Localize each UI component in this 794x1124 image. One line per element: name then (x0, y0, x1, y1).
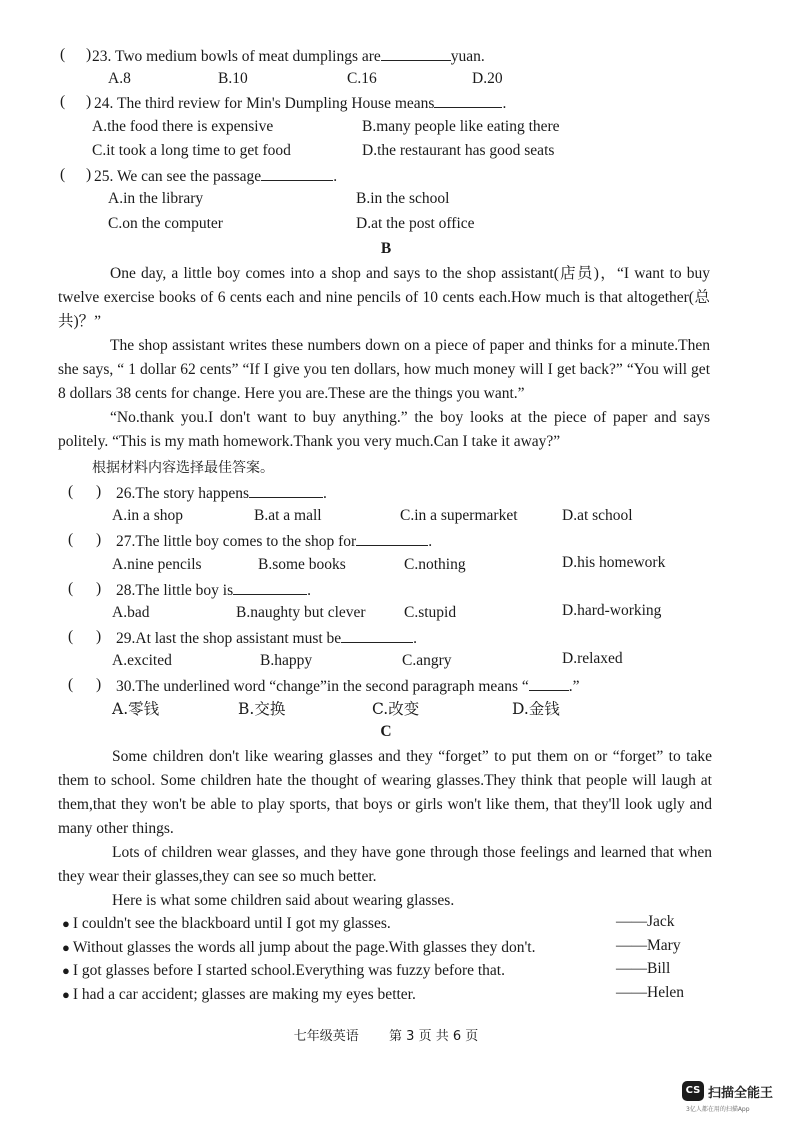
answer-paren-open: ( (68, 531, 74, 548)
option-d: D.the restaurant has good seats (362, 142, 555, 159)
answer-blank (249, 482, 323, 498)
option-c: C.it took a long time to get food (92, 142, 291, 159)
answer-paren-close: ) (86, 93, 92, 110)
option-a: A.零钱 (112, 700, 160, 718)
answer-blank (261, 165, 333, 181)
answer-paren-close: ) (86, 46, 92, 63)
bullet-icon: ● (62, 940, 70, 955)
answer-paren-open: ( (60, 166, 66, 183)
passage-paragraph: “No.thank you.I don't want to buy anything.” the boy looks at the piece of paper and says politely. “This is my math homework.Thank you very much.Can I take it away?” (58, 409, 710, 450)
page-footer (0, 1025, 772, 1044)
list-item: ● Without glasses the words all jump about the page.With glasses they don't. (62, 939, 536, 956)
option-a: A.the food there is expensive (92, 118, 274, 135)
list-item: ● I had a car accident; glasses are making my eyes better. (62, 986, 416, 1003)
bullet-icon: ● (62, 987, 70, 1002)
bullet-icon: ● (62, 963, 70, 978)
instruction-text: 根据材料内容选择最佳答案。 (92, 460, 274, 476)
passage-b (58, 262, 710, 454)
passage-paragraph: Here is what some children said about wearing glasses. (112, 892, 455, 909)
answer-blank (434, 92, 502, 108)
option-b: B.some books (258, 556, 346, 573)
option-c: C.in a supermarket (400, 507, 518, 524)
option-a: A.excited (112, 652, 172, 669)
answer-paren-close: ) (96, 483, 102, 500)
option-d: D.his homework (562, 554, 666, 571)
option-c: C.stupid (404, 604, 457, 621)
option-c: C.on the computer (108, 215, 223, 232)
question-stem: 27.The little boy comes to the shop for . (116, 530, 432, 552)
quote-speaker: ——Jack (616, 913, 675, 930)
scanner-tagline: 3亿人都在用的扫描App (686, 1106, 750, 1113)
answer-blank (341, 627, 413, 643)
answer-paren-close: ) (86, 166, 92, 183)
option-b: B.10 (218, 70, 248, 87)
answer-paren-open: ( (68, 483, 74, 500)
question-stem: 26.The story happens . (116, 482, 327, 504)
option-a: A.bad (112, 604, 150, 621)
answer-paren-open: ( (60, 93, 66, 110)
passage-paragraph: The shop assistant writes these numbers down on a piece of paper and thinks for a minute.Then she says, “ 1 dollar 62 cents” “If I give you ten dollars, how much money will I get back?” “You will get 8 dollars 38 cents for change. Here you are.These are the things you want.” (58, 337, 710, 402)
answer-paren-close: ) (96, 628, 102, 645)
option-c: C.16 (347, 70, 377, 87)
option-c: C.nothing (404, 556, 466, 573)
quote-speaker: ——Bill (616, 960, 671, 977)
answer-paren-open: ( (68, 676, 74, 693)
question-stem: 28.The little boy is . (116, 579, 311, 601)
answer-paren-open: ( (68, 580, 74, 597)
passage-paragraph: One day, a little boy comes into a shop and says to the shop assistant(店员)，“I want to buy twelve exercise books of 6 cents each and nine pencils of 10 cents each.How much is that altogether(总共)？” (58, 265, 710, 330)
question-stem: 30.The underlined word “change”in the second paragraph means “ .” (116, 675, 580, 697)
option-b: B.交换 (238, 700, 286, 718)
option-c: C.改变 (372, 700, 420, 718)
option-c: C.angry (402, 652, 452, 669)
answer-paren-open: ( (68, 628, 74, 645)
quote-speaker: ——Helen (616, 984, 685, 1001)
option-b: B.at a mall (254, 507, 322, 524)
question-stem: 24. The third review for Min's Dumpling House means . (94, 92, 506, 114)
option-d: D.relaxed (562, 650, 623, 667)
footer-subject: 七年级英语 (293, 1029, 359, 1044)
footer-page-info: 第 3 页 共 6 页 (389, 1029, 479, 1044)
option-b: B.happy (260, 652, 313, 669)
passage-c (58, 745, 712, 913)
answer-paren-close: ) (96, 531, 102, 548)
question-stem: 23. Two medium bowls of meat dumplings are yuan. (92, 45, 485, 67)
scanner-logo-icon: CS (682, 1081, 704, 1101)
option-b: B.in the school (356, 190, 450, 207)
answer-paren-close: ) (96, 580, 102, 597)
option-b: B.many people like eating there (362, 118, 560, 135)
option-d: D.20 (472, 70, 503, 87)
option-a: A.8 (108, 70, 131, 87)
passage-paragraph: Some children don't like wearing glasses and they “forget” to put them on or “forget” to take them to school. Some children hate the thought of wearing glasses.They think that people will laugh at them,that they won't be able to play sports, that boys or girls won't like them, that they'll look ugly and many other things. (58, 748, 712, 837)
answer-paren-open: ( (60, 46, 66, 63)
quote-speaker: ——Mary (616, 937, 681, 954)
section-heading-c: C (380, 723, 392, 740)
option-a: A.in the library (108, 190, 204, 207)
section-heading-b: B (380, 240, 392, 257)
option-d: D.hard-working (562, 602, 662, 619)
answer-blank (529, 675, 569, 691)
question-stem: 25. We can see the passage . (94, 165, 337, 187)
option-a: A.nine pencils (112, 556, 202, 573)
passage-paragraph: Lots of children wear glasses, and they have gone through those feelings and learned that when they wear their glasses,they can see so much better. (58, 844, 712, 885)
answer-blank (381, 45, 451, 61)
question-stem: 29.At last the shop assistant must be . (116, 627, 417, 649)
bullet-icon: ● (62, 916, 70, 931)
option-b: B.naughty but clever (236, 604, 366, 621)
answer-blank (233, 579, 307, 595)
answer-blank (356, 530, 428, 546)
option-d: D.at the post office (356, 215, 475, 232)
list-item: ● I got glasses before I started school.Everything was fuzzy before that. (62, 962, 505, 979)
list-item: ● I couldn't see the blackboard until I got my glasses. (62, 915, 391, 932)
option-d: D.金钱 (512, 700, 560, 718)
answer-paren-close: ) (96, 676, 102, 693)
option-d: D.at school (562, 507, 633, 524)
scanner-app-name: 扫描全能王 (708, 1086, 774, 1101)
option-a: A.in a shop (112, 507, 184, 524)
